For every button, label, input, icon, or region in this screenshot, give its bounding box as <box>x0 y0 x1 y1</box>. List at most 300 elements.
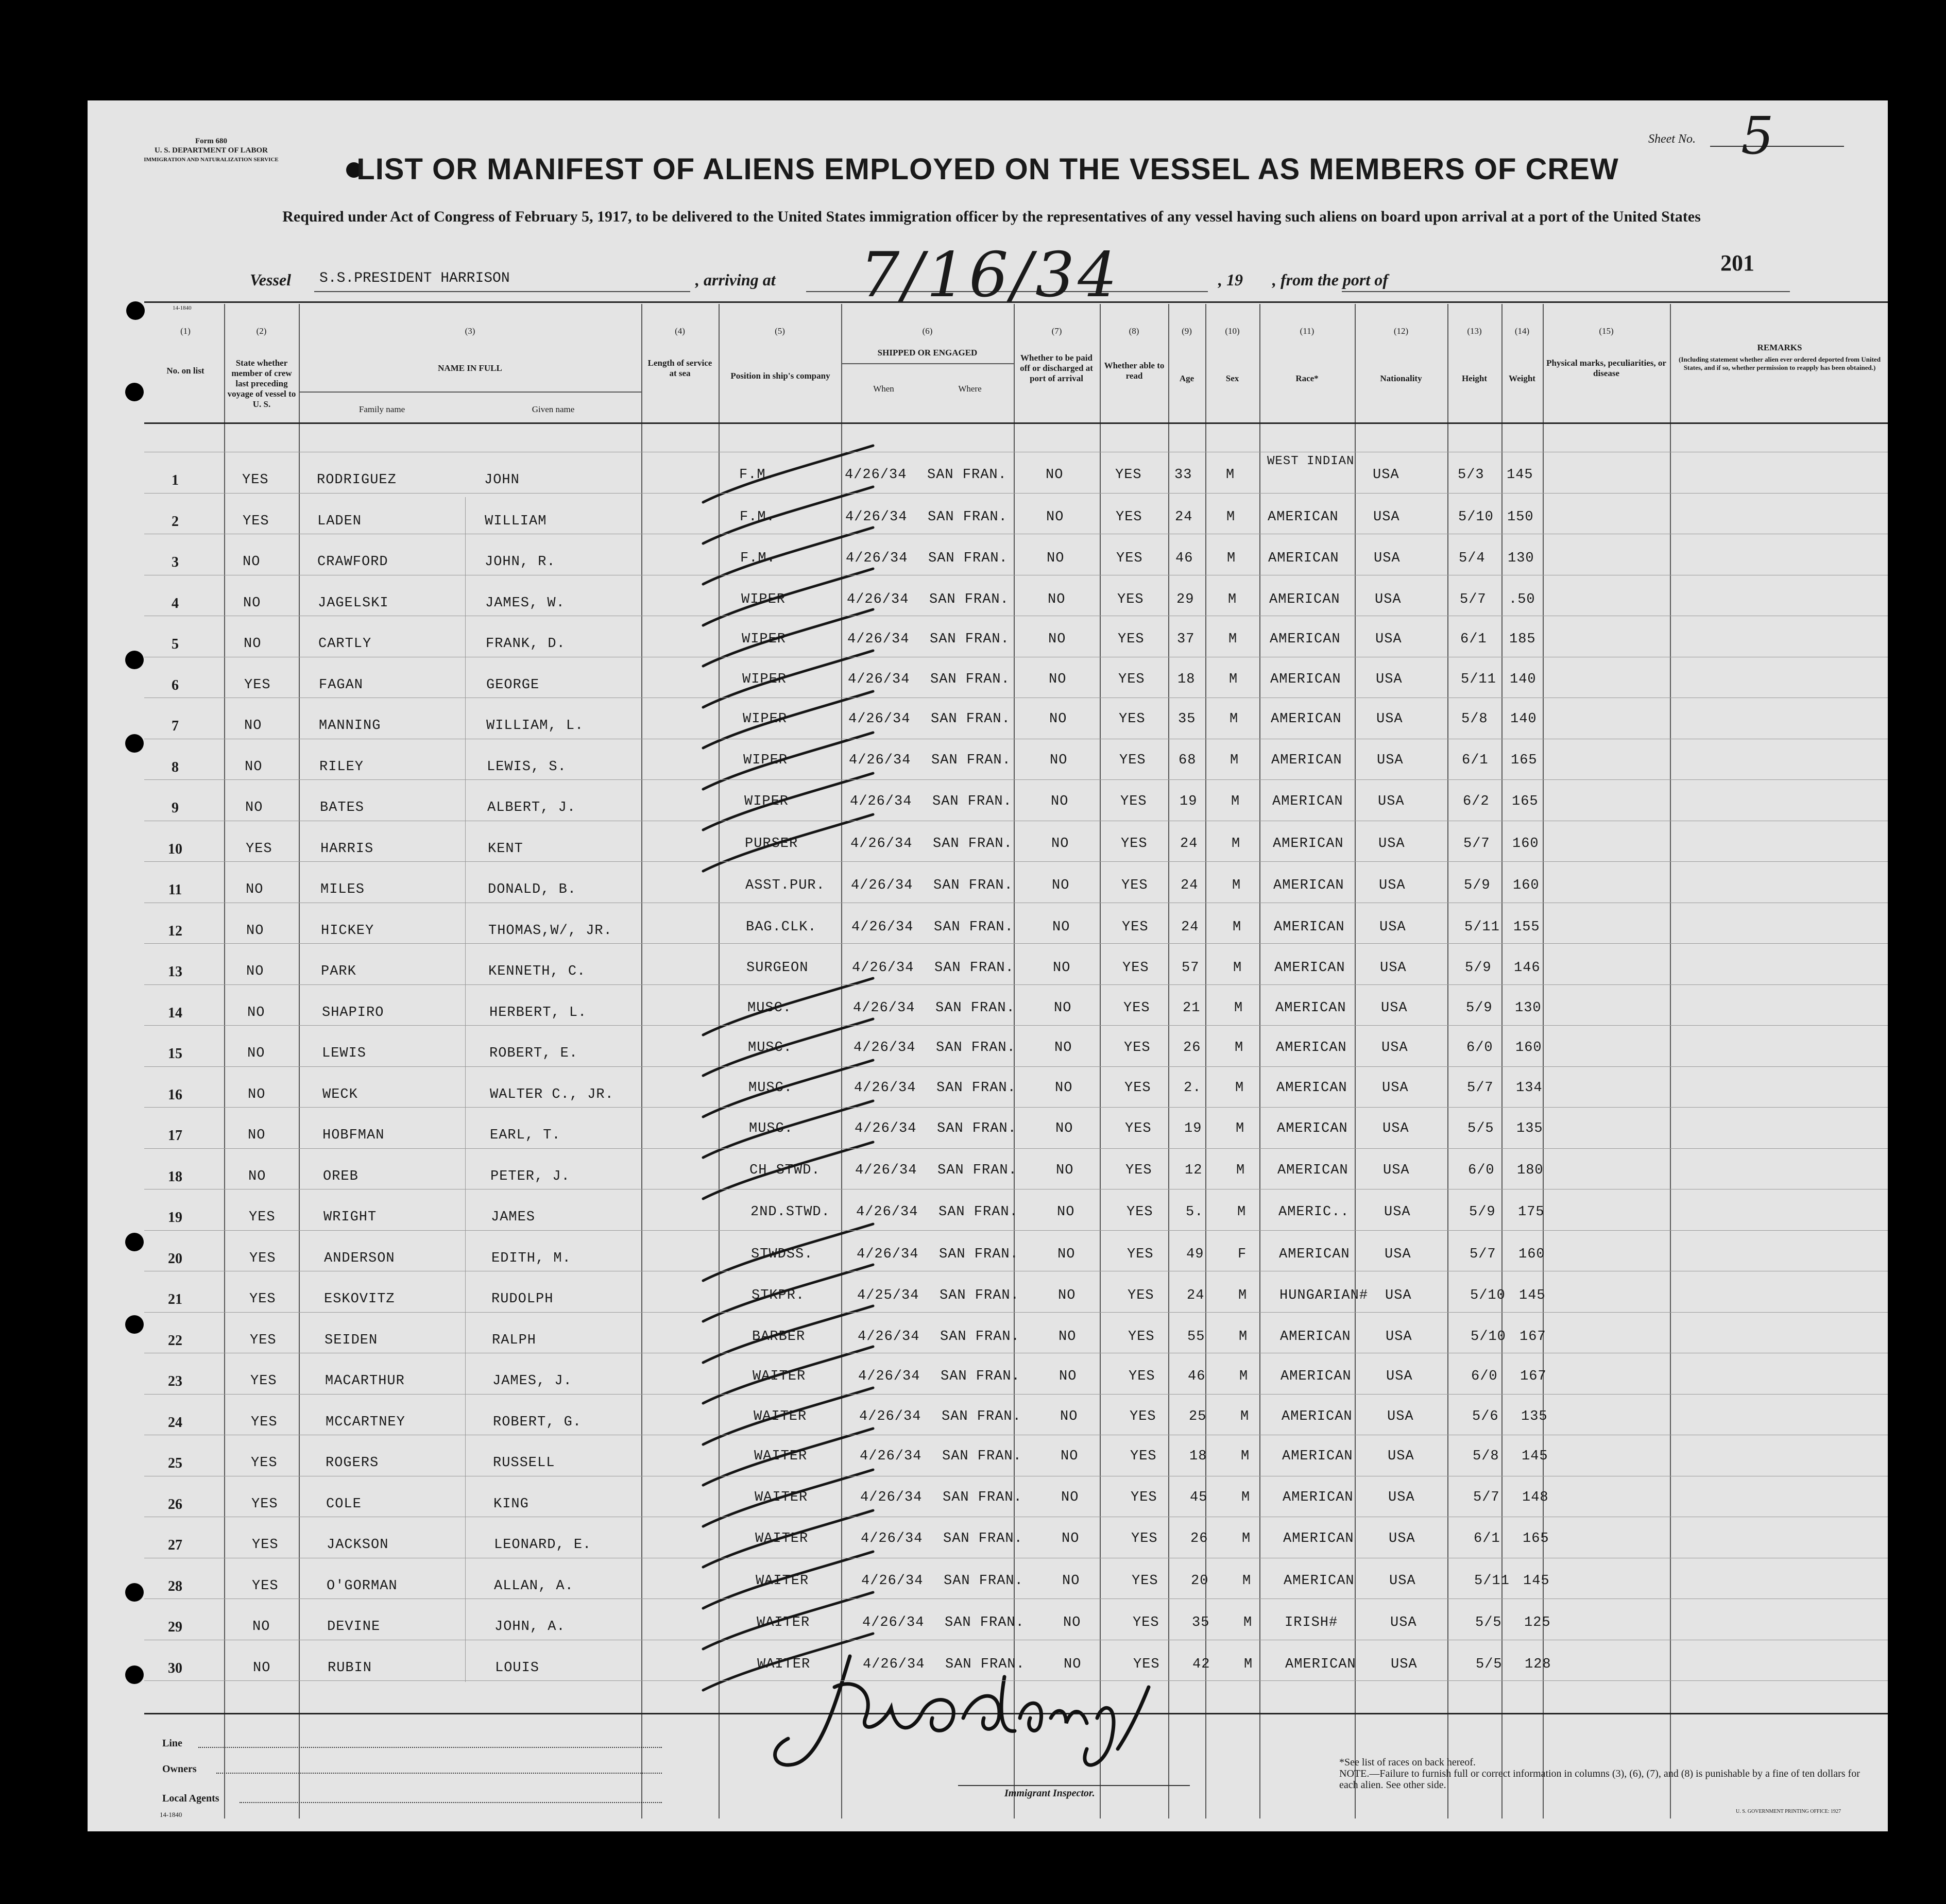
column-number: (7) <box>1051 326 1062 336</box>
col-shipped-engaged: SHIPPED OR ENGAGED <box>877 348 978 358</box>
row-able-to-read: YES <box>1122 960 1149 976</box>
row-height: 5/7 <box>1463 836 1490 852</box>
row-height: 5/9 <box>1465 960 1492 976</box>
row-number: 19 <box>168 1210 182 1226</box>
row-family-name: WECK <box>322 1087 358 1102</box>
row-height: 6/1 <box>1460 632 1487 647</box>
row-race: AMERICAN <box>1277 1163 1348 1178</box>
row-height: 5/9 <box>1466 1000 1493 1016</box>
row-age: 29 <box>1176 592 1194 607</box>
row-sex: M <box>1236 1121 1245 1136</box>
row-paid-off: NO <box>1064 1657 1082 1672</box>
line-underline <box>198 1747 662 1748</box>
row-shipped-when: 4/26/34 <box>858 1369 920 1384</box>
service-name: IMMIGRATION AND NATURALIZATION SERVICE <box>144 157 279 163</box>
row-family-name: ESKOVITZ <box>324 1291 395 1307</box>
row-shipped-where: SAN FRAN. <box>942 1449 1022 1464</box>
row-paid-off: NO <box>1057 1204 1075 1220</box>
row-shipped-when: 4/26/34 <box>855 1121 917 1136</box>
row-shipped-when: 4/26/34 <box>850 836 913 852</box>
footnote <box>1339 1757 1875 1791</box>
row-number: 11 <box>168 882 182 898</box>
row-age: 18 <box>1189 1449 1207 1464</box>
row-race: AMERICAN <box>1273 878 1344 893</box>
row-given-name: JAMES, W. <box>485 596 565 611</box>
row-sex: M <box>1226 509 1236 525</box>
row-age: 20 <box>1191 1573 1209 1589</box>
row-paid-off: NO <box>1061 1449 1079 1464</box>
row-number: 24 <box>168 1415 182 1431</box>
row-race: AMERICAN <box>1285 1657 1356 1672</box>
row-age: 57 <box>1182 960 1200 976</box>
row-crew-last-voyage: NO <box>248 1087 266 1102</box>
row-able-to-read: YES <box>1122 920 1149 935</box>
port-label: , from the port of <box>1272 270 1388 289</box>
row-position: WIPER <box>741 592 786 607</box>
col-where: Where <box>958 384 982 394</box>
row-shipped-when: 4/26/34 <box>847 592 909 607</box>
column-number: (14) <box>1514 326 1530 336</box>
row-nationality: USA <box>1375 592 1402 607</box>
row-number: 16 <box>168 1087 182 1103</box>
row-age: 19 <box>1180 794 1198 809</box>
row-height: 5/4 <box>1459 551 1486 566</box>
row-age: 33 <box>1174 467 1192 483</box>
row-age: 5. <box>1186 1204 1204 1220</box>
row-number: 10 <box>168 841 182 857</box>
row-number: 9 <box>172 800 179 816</box>
row-shipped-where: SAN FRAN. <box>929 592 1009 607</box>
row-position: WAITER <box>755 1531 809 1546</box>
footnote-races: *See list of races on back hereof. <box>1339 1757 1476 1768</box>
row-paid-off: NO <box>1052 920 1070 935</box>
column-number: (9) <box>1182 326 1192 336</box>
row-number: 4 <box>172 596 179 611</box>
row-shipped-when: 4/26/34 <box>862 1615 925 1630</box>
row-able-to-read: YES <box>1117 592 1144 607</box>
row-paid-off: NO <box>1055 1080 1073 1096</box>
row-height: 5/10 <box>1458 509 1494 525</box>
row-rule <box>144 1394 1888 1395</box>
row-weight: .50 <box>1509 592 1535 607</box>
row-race: AMERICAN <box>1275 1000 1346 1016</box>
row-nationality: USA <box>1388 1449 1414 1464</box>
row-family-name: JAGELSKI <box>318 596 389 611</box>
row-number: 22 <box>168 1333 182 1349</box>
row-rule <box>144 1066 1888 1067</box>
row-age: 49 <box>1186 1247 1204 1262</box>
row-nationality: USA <box>1373 467 1399 483</box>
row-family-name: JACKSON <box>327 1537 389 1553</box>
row-race: AMERICAN <box>1277 1121 1348 1136</box>
col-remarks-title: REMARKS <box>1757 343 1802 352</box>
row-sex: M <box>1241 1449 1250 1464</box>
row-height: 5/7 <box>1470 1247 1496 1262</box>
row-height: 6/0 <box>1468 1163 1495 1178</box>
row-weight: 130 <box>1515 1000 1542 1016</box>
row-paid-off: NO <box>1057 1247 1076 1262</box>
row-family-name: PARK <box>321 964 356 979</box>
row-height: 5/3 <box>1458 467 1484 483</box>
row-weight: 125 <box>1524 1615 1551 1630</box>
row-race: AMERICAN <box>1274 920 1345 935</box>
row-paid-off: NO <box>1048 592 1066 607</box>
row-able-to-read: YES <box>1131 1531 1158 1546</box>
row-given-name: ROBERT, G. <box>493 1415 582 1430</box>
row-paid-off: NO <box>1051 836 1069 852</box>
row-race: IRISH# <box>1285 1615 1338 1630</box>
row-shipped-when: 4/26/34 <box>848 672 910 687</box>
row-shipped-where: SAN FRAN. <box>940 1288 1019 1303</box>
row-weight: 145 <box>1519 1288 1546 1303</box>
row-shipped-where: SAN FRAN. <box>945 1657 1025 1672</box>
row-weight: 140 <box>1510 672 1537 687</box>
row-rule <box>144 1312 1888 1313</box>
row-weight: 155 <box>1513 920 1540 935</box>
row-crew-last-voyage: YES <box>243 514 269 529</box>
row-weight: 140 <box>1510 711 1537 727</box>
row-shipped-where: SAN FRAN. <box>930 632 1010 647</box>
row-crew-last-voyage: NO <box>243 554 261 570</box>
row-race: AMERICAN <box>1273 836 1344 852</box>
row-given-name: WILLIAM, L. <box>486 718 584 734</box>
row-race: AMERICAN <box>1268 509 1339 525</box>
row-number: 14 <box>168 1005 182 1021</box>
row-position: WIPER <box>743 753 788 768</box>
row-shipped-when: 4/26/34 <box>853 1040 916 1056</box>
row-age: 42 <box>1192 1657 1210 1672</box>
row-family-name: BATES <box>320 800 365 815</box>
row-height: 5/11 <box>1464 920 1500 935</box>
punch-hole <box>125 734 144 753</box>
row-given-name: KENT <box>488 841 523 857</box>
row-age: 68 <box>1179 753 1197 768</box>
row-crew-last-voyage: YES <box>244 677 271 693</box>
row-paid-off: NO <box>1049 711 1067 727</box>
row-age: 24 <box>1181 878 1199 893</box>
row-shipped-where: SAN FRAN. <box>930 672 1010 687</box>
row-weight: 180 <box>1517 1163 1544 1178</box>
row-family-name: CARTLY <box>318 636 372 652</box>
row-nationality: USA <box>1375 632 1402 647</box>
row-race: AMERICAN <box>1284 1573 1355 1589</box>
row-shipped-when: 4/26/34 <box>858 1329 920 1345</box>
row-age: 45 <box>1190 1490 1208 1505</box>
row-given-name: THOMAS,W/, JR. <box>488 923 612 939</box>
line-label: Line <box>162 1738 182 1749</box>
row-crew-last-voyage: YES <box>252 1537 279 1553</box>
row-family-name: WRIGHT <box>323 1210 377 1225</box>
row-able-to-read: YES <box>1119 711 1146 727</box>
row-shipped-when: 4/26/34 <box>853 1000 915 1016</box>
row-weight: 165 <box>1523 1531 1549 1546</box>
row-able-to-read: YES <box>1115 467 1142 483</box>
row-given-name: LOUIS <box>495 1660 540 1676</box>
row-crew-last-voyage: NO <box>248 1169 266 1184</box>
row-rule <box>144 861 1888 862</box>
row-family-name: OREB <box>323 1169 359 1184</box>
row-position: BARBER <box>752 1329 806 1345</box>
row-shipped-when: 4/25/34 <box>857 1288 919 1303</box>
row-paid-off: NO <box>1063 1615 1081 1630</box>
row-nationality: USA <box>1373 509 1400 525</box>
row-weight: 145 <box>1523 1573 1550 1589</box>
punch-hole <box>126 301 145 320</box>
row-weight: 185 <box>1509 632 1536 647</box>
row-height: 5/7 <box>1460 592 1487 607</box>
row-age: 25 <box>1189 1409 1207 1424</box>
row-given-name: JAMES <box>491 1210 536 1225</box>
row-rule <box>144 779 1888 780</box>
col-able-read: Whether able to read <box>1104 361 1165 381</box>
row-shipped-when: 4/26/34 <box>855 1163 917 1178</box>
row-family-name: CRAWFORD <box>317 554 388 570</box>
row-given-name: DONALD, B. <box>488 882 577 897</box>
row-position: SURGEON <box>746 960 809 976</box>
row-age: 35 <box>1178 711 1196 727</box>
arriving-label: , arriving at <box>695 270 776 289</box>
row-able-to-read: YES <box>1126 1204 1153 1220</box>
row-family-name: MILES <box>320 882 365 897</box>
col-race: Race* <box>1295 373 1319 383</box>
row-sex: M <box>1227 551 1236 566</box>
row-given-name: LEONARD, E. <box>494 1537 592 1553</box>
row-position: MUSC. <box>748 1080 793 1096</box>
col-family-name: Family name <box>359 404 405 414</box>
row-shipped-when: 4/26/34 <box>849 753 911 768</box>
row-sex: M <box>1239 1369 1249 1384</box>
owners-label: Owners <box>162 1763 197 1775</box>
row-shipped-where: SAN FRAN. <box>942 1409 1021 1424</box>
row-position: STKPR. <box>752 1288 805 1303</box>
row-race: AMERICAN <box>1269 592 1340 607</box>
row-shipped-when: 4/26/34 <box>845 509 908 525</box>
row-number: 7 <box>172 718 179 734</box>
row-sex: M <box>1232 836 1241 852</box>
row-crew-last-voyage: YES <box>249 1210 276 1225</box>
row-given-name: RUDOLPH <box>491 1291 554 1307</box>
row-number: 28 <box>168 1578 182 1594</box>
row-position: MUSC. <box>749 1121 794 1136</box>
inspector-label: Immigrant Inspector. <box>1004 1788 1095 1799</box>
printer-imprint: U. S. GOVERNMENT PRINTING OFFICE: 1927 <box>1736 1809 1841 1814</box>
row-number: 21 <box>168 1291 182 1307</box>
row-given-name: JOHN, A. <box>494 1619 566 1635</box>
column-number: (4) <box>675 326 685 336</box>
row-able-to-read: YES <box>1124 1040 1151 1056</box>
row-height: 6/0 <box>1471 1369 1498 1384</box>
row-nationality: USA <box>1380 960 1407 976</box>
row-sex: M <box>1228 592 1237 607</box>
row-race: AMERICAN <box>1280 1329 1351 1345</box>
col-crew-last-voyage: State whether member of crew last preceding voyage of vessel to U. S. <box>227 358 296 409</box>
row-height: 5/8 <box>1473 1449 1499 1464</box>
row-nationality: USA <box>1381 1000 1408 1016</box>
row-height: 5/6 <box>1472 1409 1499 1424</box>
row-shipped-where: SAN FRAN. <box>936 1040 1016 1056</box>
row-able-to-read: YES <box>1118 672 1145 687</box>
row-shipped-when: 4/26/34 <box>846 551 908 566</box>
row-nationality: USA <box>1389 1573 1416 1589</box>
row-weight: 175 <box>1518 1204 1545 1220</box>
column-number: (10) <box>1225 326 1240 336</box>
row-nationality: USA <box>1389 1531 1415 1546</box>
row-given-name: RUSSELL <box>493 1455 555 1471</box>
department-name: U. S. DEPARTMENT OF LABOR <box>154 146 268 155</box>
row-crew-last-voyage: YES <box>249 1251 276 1266</box>
row-sex: M <box>1243 1615 1253 1630</box>
row-given-name: PETER, J. <box>490 1169 570 1184</box>
punch-hole <box>125 1315 144 1334</box>
row-family-name: ROGERS <box>326 1455 379 1471</box>
row-paid-off: NO <box>1059 1369 1077 1384</box>
row-position: STWDSS. <box>751 1247 813 1262</box>
col-sex: Sex <box>1225 373 1239 383</box>
row-nationality: USA <box>1376 711 1403 727</box>
row-sex: M <box>1237 1204 1247 1220</box>
row-shipped-when: 4/26/34 <box>851 920 914 935</box>
col-position: Position in ship's company <box>730 371 830 381</box>
row-shipped-where: SAN FRAN. <box>933 836 1013 852</box>
col-remarks-note: (Including statement whether alien ever ordered deported from United States, and if so, whether permission to reapply has been obtained.) <box>1679 355 1881 371</box>
row-nationality: USA <box>1387 1409 1414 1424</box>
row-number: 13 <box>168 964 182 980</box>
row-number: 5 <box>172 636 179 652</box>
row-paid-off: NO <box>1062 1573 1080 1589</box>
row-crew-last-voyage: NO <box>246 923 264 939</box>
col-paid-off: Whether to be paid off or discharged at port of arrival <box>1020 353 1093 383</box>
row-race: WEST INDIAN <box>1267 454 1355 468</box>
row-weight: 145 <box>1507 467 1533 483</box>
row-sex: M <box>1240 1409 1250 1424</box>
row-family-name: HARRIS <box>320 841 374 857</box>
row-shipped-where: SAN FRAN. <box>937 1121 1017 1136</box>
row-sex: M <box>1234 1000 1243 1016</box>
row-race: AMERICAN <box>1279 1247 1350 1262</box>
row-given-name: JAMES, J. <box>492 1373 572 1389</box>
punch-hole <box>125 383 144 401</box>
row-crew-last-voyage: NO <box>248 1128 266 1143</box>
agents-underline <box>240 1802 662 1803</box>
row-height: 5/9 <box>1469 1204 1496 1220</box>
form-code: 14-1840 <box>173 305 192 311</box>
row-rule <box>144 1230 1888 1231</box>
row-weight: 135 <box>1516 1121 1543 1136</box>
row-able-to-read: YES <box>1116 509 1142 525</box>
row-height: 5/10 <box>1470 1288 1506 1303</box>
row-able-to-read: YES <box>1133 1615 1159 1630</box>
row-sex: M <box>1242 1531 1251 1546</box>
row-given-name: ALBERT, J. <box>487 800 576 815</box>
row-position: PURSER <box>745 836 798 852</box>
row-nationality: USA <box>1379 920 1406 935</box>
row-sex: M <box>1242 1573 1252 1589</box>
row-shipped-when: 4/26/34 <box>847 632 910 647</box>
row-crew-last-voyage: YES <box>251 1497 278 1512</box>
row-shipped-where: SAN FRAN. <box>935 1000 1015 1016</box>
row-sex: M <box>1231 794 1240 809</box>
row-position: MUSC. <box>747 1000 792 1016</box>
row-shipped-when: 4/26/34 <box>848 711 911 727</box>
column-number: (11) <box>1300 326 1315 336</box>
row-weight: 160 <box>1518 1247 1545 1262</box>
row-able-to-read: YES <box>1123 1000 1150 1016</box>
row-able-to-read: YES <box>1128 1329 1155 1345</box>
row-crew-last-voyage: YES <box>249 1291 276 1307</box>
row-height: 5/8 <box>1461 711 1488 727</box>
row-given-name: ALLAN, A. <box>494 1578 574 1594</box>
row-family-name: COLE <box>326 1497 362 1512</box>
col-name-in-full: NAME IN FULL <box>438 363 502 373</box>
row-able-to-read: YES <box>1132 1573 1158 1589</box>
row-position: WAITER <box>753 1369 806 1384</box>
row-race: AMERIC.. <box>1278 1204 1350 1220</box>
row-given-name: KING <box>493 1497 529 1512</box>
row-given-name: WILLIAM <box>485 514 547 529</box>
row-given-name: EDITH, M. <box>491 1251 571 1266</box>
row-weight: 134 <box>1516 1080 1543 1096</box>
row-family-name: DEVINE <box>327 1619 381 1635</box>
row-age: 2. <box>1184 1080 1202 1096</box>
row-shipped-when: 4/26/34 <box>845 467 907 483</box>
row-weight: 165 <box>1512 794 1539 809</box>
row-paid-off: NO <box>1051 794 1069 809</box>
row-paid-off: NO <box>1053 960 1071 976</box>
row-age: 12 <box>1185 1163 1203 1178</box>
row-able-to-read: YES <box>1118 632 1145 647</box>
row-nationality: USA <box>1385 1288 1412 1303</box>
row-family-name: RILEY <box>319 759 364 775</box>
row-age: 24 <box>1180 836 1198 852</box>
row-nationality: USA <box>1391 1657 1418 1672</box>
row-height: 5/7 <box>1467 1080 1494 1096</box>
row-shipped-where: SAN FRAN. <box>931 753 1011 768</box>
row-sex: M <box>1238 1288 1248 1303</box>
row-able-to-read: YES <box>1121 878 1148 893</box>
row-age: 24 <box>1175 509 1193 525</box>
row-nationality: USA <box>1385 1247 1411 1262</box>
row-nationality: USA <box>1384 1204 1411 1220</box>
manifest-sheet <box>88 100 1888 1831</box>
page-number: 201 <box>1720 250 1754 276</box>
row-age: 24 <box>1187 1288 1205 1303</box>
row-given-name: ROBERT, E. <box>489 1046 578 1061</box>
row-height: 5/11 <box>1474 1573 1510 1589</box>
pen-tick-marks <box>88 100 1888 1831</box>
row-able-to-read: YES <box>1125 1163 1152 1178</box>
row-height: 5/5 <box>1476 1657 1503 1672</box>
row-shipped-where: SAN FRAN. <box>940 1329 1020 1345</box>
column-number: (15) <box>1599 326 1614 336</box>
column-number: (13) <box>1467 326 1482 336</box>
page-title: LIST OR MANIFEST OF ALIENS EMPLOYED ON THE VESSEL AS MEMBERS OF CREW <box>356 152 1619 186</box>
row-number: 27 <box>168 1537 182 1553</box>
row-age: 26 <box>1190 1531 1208 1546</box>
row-family-name: RODRIGUEZ <box>317 472 397 488</box>
row-crew-last-voyage: YES <box>250 1333 277 1348</box>
row-family-name: O'GORMAN <box>327 1578 398 1594</box>
row-age: 19 <box>1184 1121 1202 1136</box>
row-age: 18 <box>1177 672 1196 687</box>
row-crew-last-voyage: NO <box>244 636 262 652</box>
row-given-name: WALTER C., JR. <box>490 1087 614 1102</box>
row-shipped-where: SAN FRAN. <box>944 1573 1023 1589</box>
row-able-to-read: YES <box>1124 1080 1151 1096</box>
row-height: 5/5 <box>1467 1121 1494 1136</box>
row-family-name: MCCARTNEY <box>326 1415 405 1430</box>
row-weight: 130 <box>1508 551 1534 566</box>
row-able-to-read: YES <box>1131 1490 1157 1505</box>
